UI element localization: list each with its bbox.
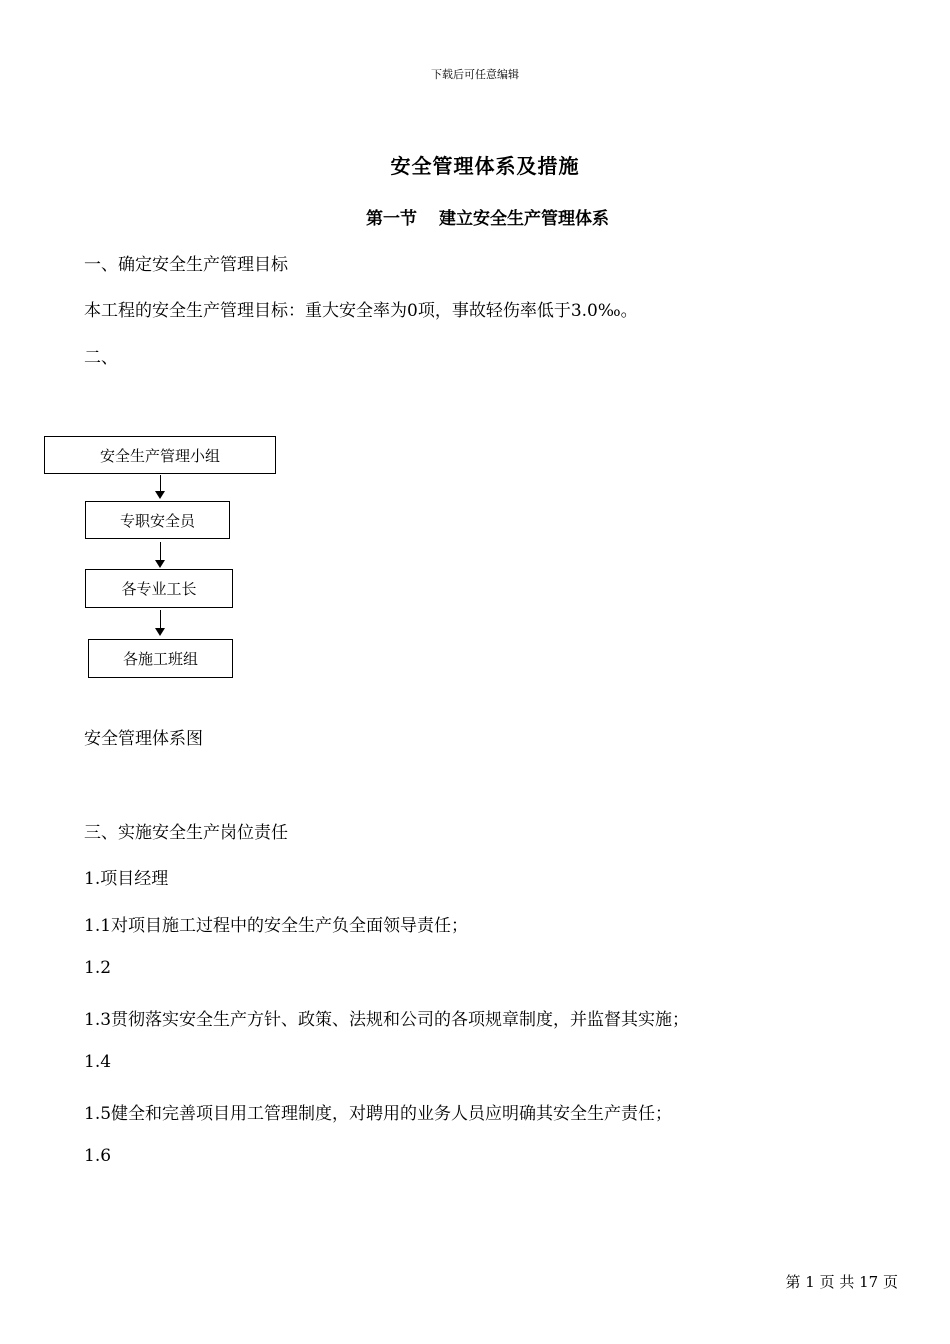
paragraph-1-4: 1.4 [84,1052,112,1072]
org-box-foremen [85,569,233,608]
org-box-label: 专职安全员 [119,511,195,530]
paragraph-two: 二、 [84,348,118,368]
org-arrow [154,542,166,568]
paragraph-goal-text: 本工程的安全生产管理目标：重大安全率为0项，事故轻伤率低于3.0‰。 [84,301,638,321]
org-box-label: 各专业工长 [121,580,197,598]
page-number: 第 1 页 共 17 页 [785,1273,898,1291]
paragraph-responsibility-heading: 三、实施安全生产岗位责任 [84,823,288,843]
paragraph-1-3: 1.3贯彻落实安全生产方针、政策、法规和公司的各项规章制度，并监督其实施； [84,1010,690,1030]
paragraph-goal-heading: 一、确定安全生产管理目标 [84,255,288,275]
org-chart-caption: 安全管理体系图 [84,729,203,749]
org-box-safety-group [44,436,276,474]
org-box-label: 各施工班组 [122,650,198,668]
paragraph-1-2: 1.2 [84,958,112,978]
org-arrow [154,475,166,499]
section-title: 建立安全生产管理体系 [439,209,609,229]
org-arrow [154,610,166,636]
paragraph-project-manager: 1.项目经理 [84,869,169,889]
section-heading [0,204,950,229]
download-note: 下载后可任意编辑 [431,68,519,81]
paragraph-1-5: 1.5健全和完善项目用工管理制度，对聘用的业务人员应明确其安全生产责任； [84,1104,673,1124]
paragraph-1-1: 1.1对项目施工过程中的安全生产负全面领导责任； [84,916,469,936]
paragraph-1-6: 1.6 [84,1146,112,1166]
org-box-label: 安全生产管理小组 [99,446,220,465]
document-title: 安全管理体系及措施 [390,154,580,178]
org-box-work-teams [88,639,233,678]
org-box-safety-officer [85,501,230,539]
section-number: 第一节 [366,209,417,229]
